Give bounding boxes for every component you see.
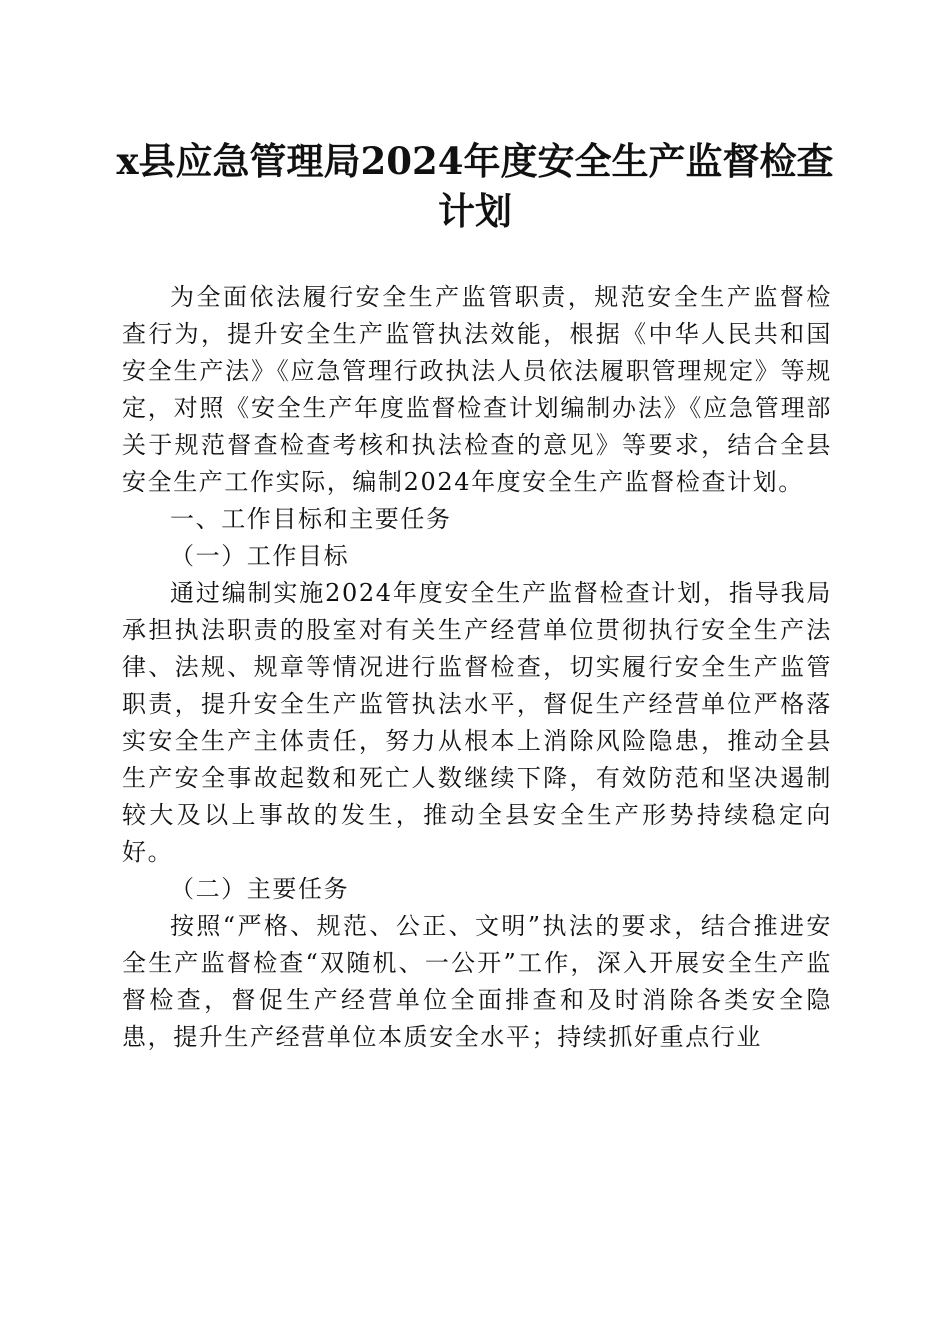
document-body <box>122 279 832 1056</box>
intro-paragraph: 为全面依法履行安全生产监管职责，规范安全生产监督检查行为，提升安全生产监管执法效能，根据《中华人民共和国安全生产法》《应急管理行政执法人员依法履职管理规定》等规定，对照《安全生产年度监督检查计划编制办法》《应急管理部关于规范督查检查考核和执法检查的意见》等要求，结合全县安全生产工作实际，编制2024年度安全生产监督检查计划。 <box>122 283 832 496</box>
subsection-heading-main-tasks: （二）主要任务 <box>170 875 350 903</box>
work-goals-paragraph: 通过编制实施2024年度安全生产监督检查计划，指导我局承担执法职责的股室对有关生产经营单位贯彻执行安全生产法律、法规、规章等情况进行监督检查，切实履行安全生产监管职责，提升安全生产监管执法水平，督促生产经营单位严格落实安全生产主体责任，努力从根本上消除风险隐患，推动全县生产安全事故起数和死亡人数继续下降，有效防范和坚决遏制较大及以上事故的发生，推动全县安全生产形势持续稳定向好。 <box>122 579 832 866</box>
subsection-heading-work-goals: （一）工作目标 <box>170 542 350 570</box>
document-title: x县应急管理局2024年度安全生产监督检查计划 <box>116 139 834 233</box>
section-heading-1: 一、工作目标和主要任务 <box>170 505 452 533</box>
main-tasks-paragraph: 按照“严格、规范、公正、文明”执法的要求，结合推进安全生产监督检查“双随机、一公开”工作，深入开展安全生产监督检查，督促生产经营单位全面排查和及时消除各类安全隐患，提升生产经营单位本质安全水平；持续抓好重点行业 <box>122 912 832 1051</box>
